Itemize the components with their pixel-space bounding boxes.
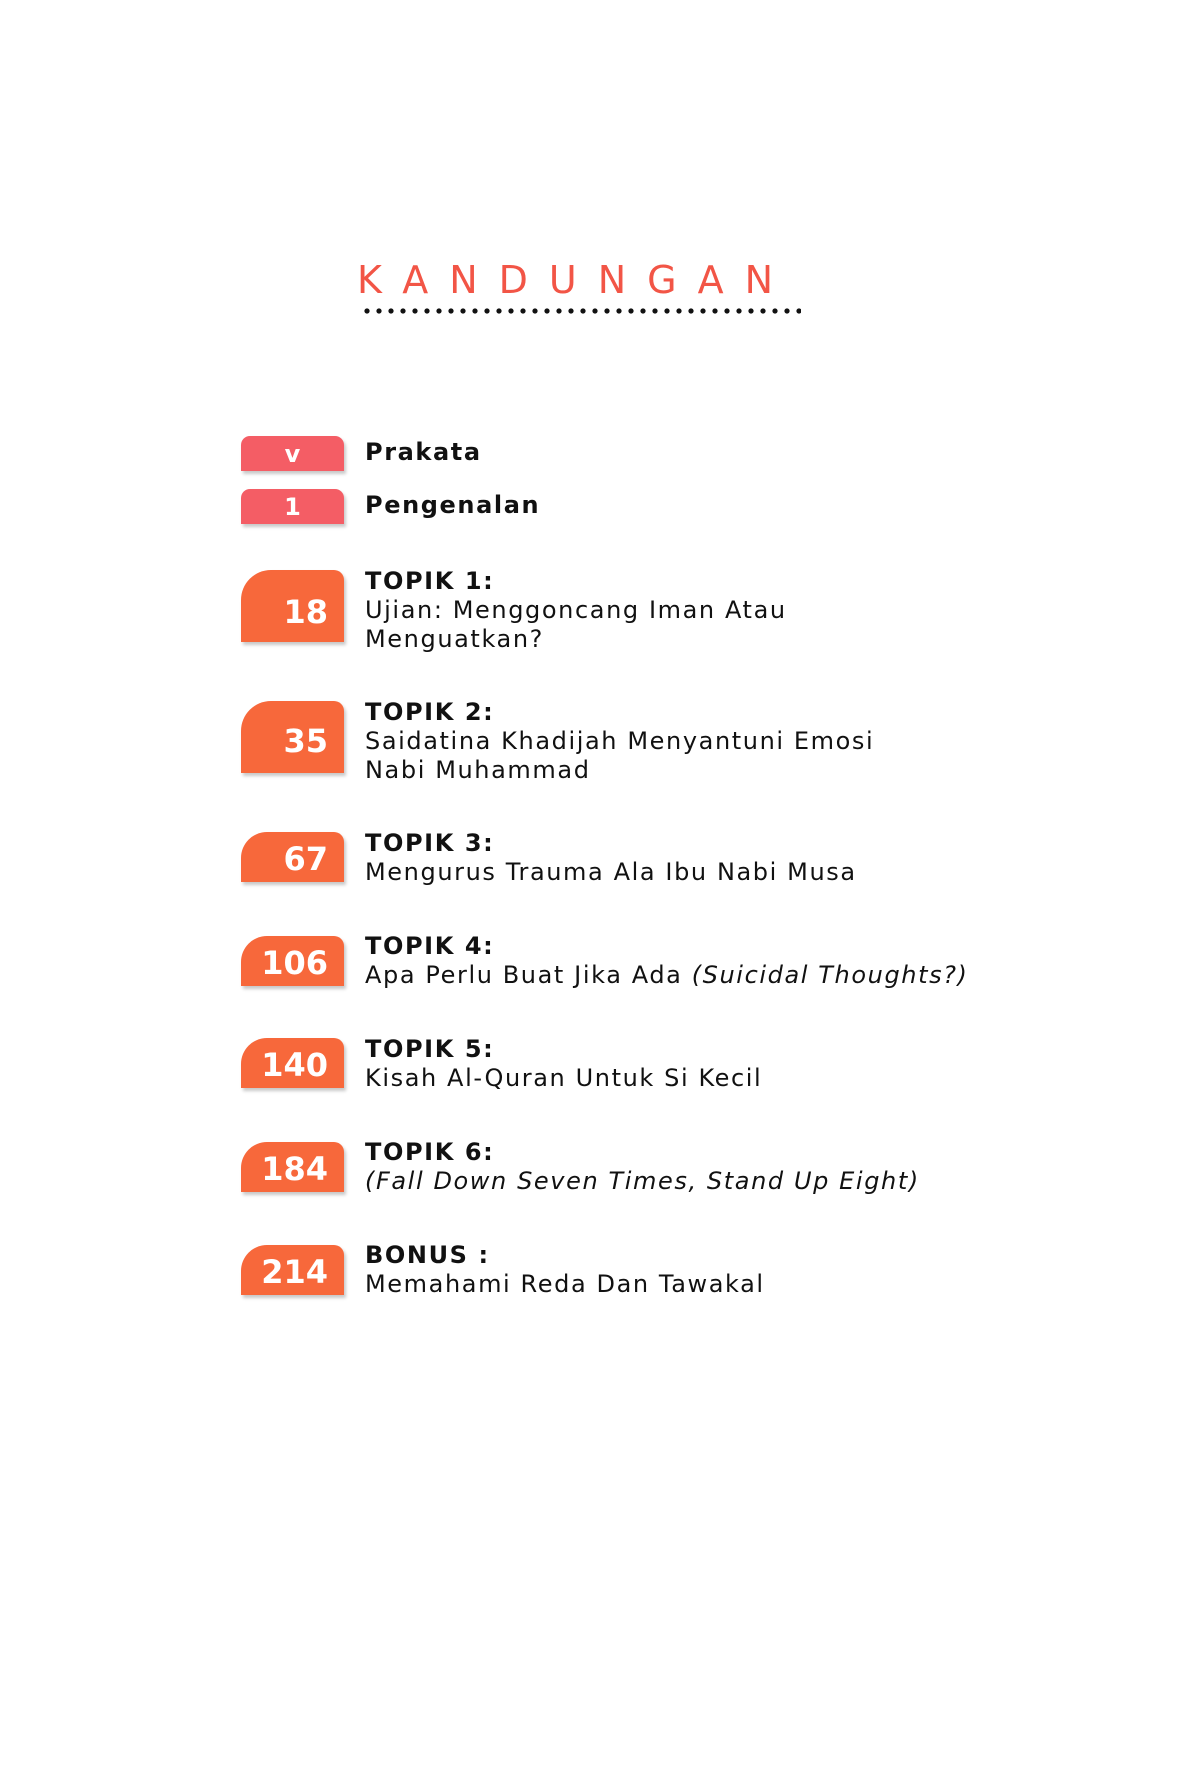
entry-heading: TOPIK 6: [365, 1138, 495, 1166]
toc-entry-text [365, 438, 482, 467]
entry-title-italic: (Suicidal Thoughts?) [691, 961, 969, 989]
toc-entry-text [365, 698, 874, 785]
entry-heading: TOPIK 5: [365, 1035, 495, 1063]
page-number-badge: 18 [241, 570, 344, 642]
toc-entry-text [365, 829, 857, 887]
entry-heading: Pengenalan [365, 491, 541, 519]
page-number-badge: 35 [241, 701, 344, 773]
entry-title-line: Memahami Reda Dan Tawakal [365, 1270, 765, 1298]
entry-title-line: Kisah Al-Quran Untuk Si Kecil [365, 1064, 763, 1092]
contents-title: KANDUNGAN [357, 258, 795, 302]
toc-entry-text [365, 1035, 762, 1093]
toc-entry-text [365, 1138, 920, 1196]
toc-entry-text [365, 491, 540, 520]
page-number-badge: 214 [241, 1245, 344, 1295]
page-number-badge: 1 [241, 489, 344, 524]
entry-title-line: Menguatkan? [365, 625, 544, 653]
toc-entry-text [365, 1241, 765, 1299]
entry-heading: TOPIK 2: [365, 698, 495, 726]
entry-heading: TOPIK 1: [365, 567, 495, 595]
entry-title-line: Mengurus Trauma Ala Ibu Nabi Musa [365, 858, 857, 886]
entry-heading: BONUS : [365, 1241, 490, 1269]
entry-title-line: (Fall Down Seven Times, Stand Up Eight) [365, 1167, 920, 1195]
toc-entry-text [365, 567, 787, 654]
entry-heading: TOPIK 4: [365, 932, 495, 960]
entry-heading: TOPIK 3: [365, 829, 495, 857]
entry-heading: Prakata [365, 438, 482, 466]
page-number-badge: v [241, 436, 344, 471]
entry-title-line: Nabi Muhammad [365, 756, 591, 784]
entry-title-line: Saidatina Khadijah Menyantuni Emosi [365, 727, 875, 755]
entry-title-line: Ujian: Menggoncang Iman Atau [365, 596, 787, 624]
toc-entry-text [365, 932, 969, 990]
page-number-badge: 67 [241, 832, 344, 882]
entry-title-line [365, 961, 969, 990]
page-number-badge: 140 [241, 1038, 344, 1088]
entry-title-plain: Apa Perlu Buat Jika Ada [365, 961, 692, 989]
page-number-badge: 106 [241, 936, 344, 986]
dotted-divider [361, 308, 801, 314]
page-number-badge: 184 [241, 1142, 344, 1192]
